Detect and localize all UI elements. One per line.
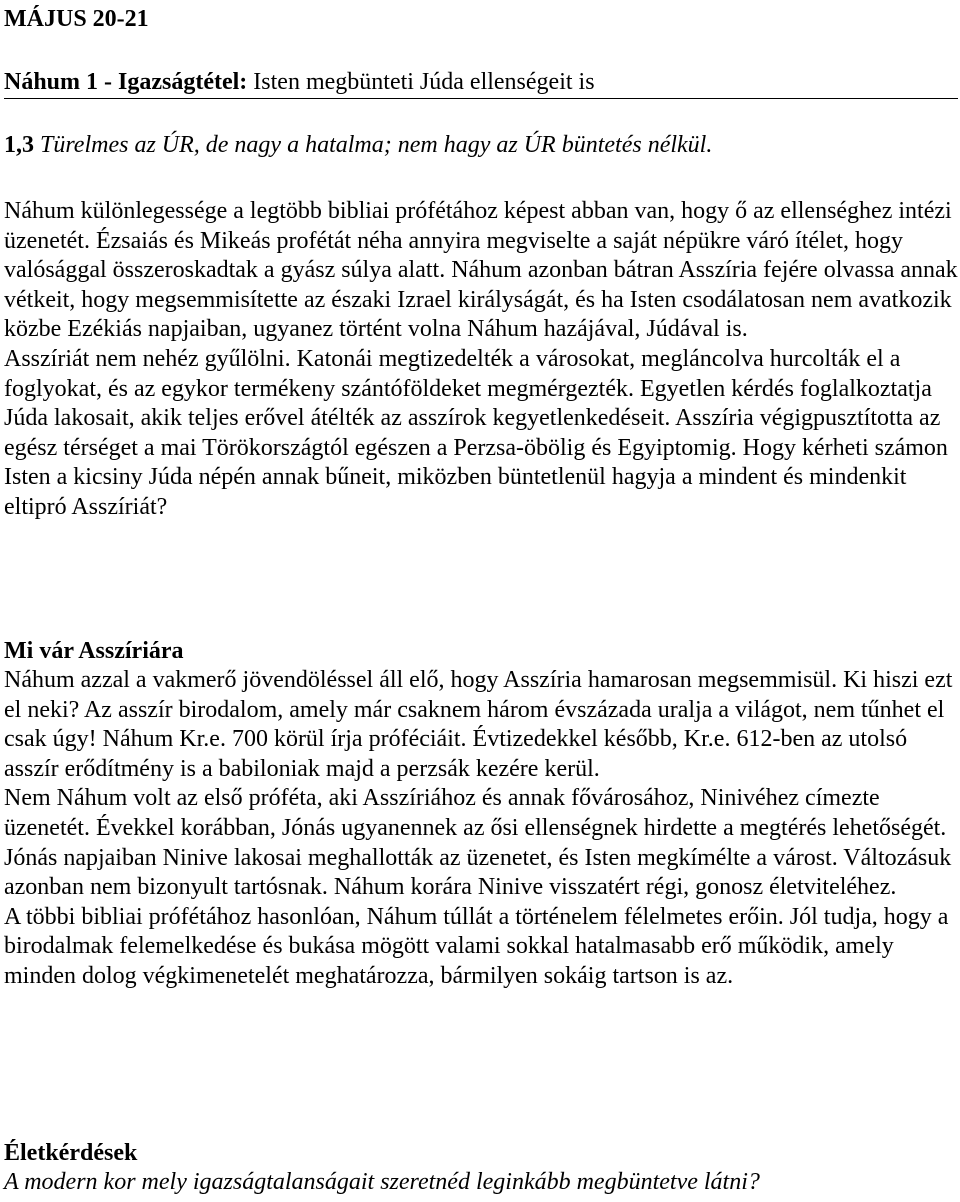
verse-reference: 1,3 xyxy=(4,132,34,158)
section2-body xyxy=(4,666,958,992)
intro-body xyxy=(4,197,958,523)
section2-heading: Mi vár Asszíriára xyxy=(4,638,184,664)
section2-paragraph-1: Náhum azzal a vakmerő jövendöléssel áll elő, hogy Asszíria hamarosan megsemmisül. Ki hiszi ezt el neki? Az asszír birodalom, amely már csaknem három évszázada uralja a világot, nem tűnhet el csak úgy! Náhum Kr.e. 700 körül írja próféciáit. Évtizedekkel később, Kr.e. 612-ben az utolsó asszír erődítmény is a babiloniak majd a perzsák kezére kerül. xyxy=(4,667,953,782)
verse-text: Türelmes az ÚR, de nagy a hatalma; nem hagy az ÚR büntetés nélkül. xyxy=(34,132,713,158)
section-title-bold: Náhum 1 - Igazságtétel: xyxy=(4,69,248,95)
intro-paragraph-2: Asszíriát nem nehéz gyűlölni. Katonái megtizedelték a városokat, megláncolva hurcolták el a foglyokat, és az egykor termékeny szántóföldeket megmérgezték. Egyetlen kérdés foglalkoztatja Júda lakosait, akik teljes erővel átélték az asszírok kegyetlenkedéseit. Asszíria végigpusztította az egész térséget a mai Törökországtól egészen a Perzsa-öbölig és Egyiptomig. Hogy kérheti számon Isten a kicsiny Júda népén annak bűneit, miközben büntetlenül hagyja a mindent és mindenkit eltipró Asszíriát? xyxy=(4,345,948,520)
section2-paragraph-2: Nem Náhum volt az első próféta, aki Asszíriához és annak fővárosához, Ninivéhez címezte üzenetét. Évekkel korábban, Jónás ugyanennek az ősi ellenségnek hirdette a megtérés lehetőségét. Jónás napjaiban Ninive lakosai meghallották az üzenetet, és Isten megkímélte a várost. Változásuk azonban nem bizonyult tartósnak. Náhum korára Ninive visszatért régi, gonosz életviteléhez. xyxy=(4,785,952,901)
key-verse xyxy=(4,130,712,160)
section-title xyxy=(4,67,958,99)
date-heading: MÁJUS 20-21 xyxy=(4,6,149,32)
life-question: A modern kor mely igazságtalanságait szeretnéd leginkább megbüntetve látni? xyxy=(4,1169,760,1195)
section2-paragraph-3: A többi bibliai prófétához hasonlóan, Náhum túllát a történelem félelmetes erőin. Jól tudja, hogy a birodalmak felemelkedése és bukása mögött valami sokkal hatalmasabb erő működik, amely minden dolog végkimenetelét meghatározza, bármilyen sokáig tartson is az. xyxy=(4,903,949,989)
section-title-rest: Isten megbünteti Júda ellenségeit is xyxy=(247,69,595,95)
intro-paragraph-1: Náhum különlegessége a legtöbb bibliai prófétához képest abban van, hogy ő az ellenséghez intézi üzenetét. Ézsaiás és Mikeás profétát néha annyira megviselte a saját népükre váró ítélet, hogy valósággal összeroskadtak a gyász súlya alatt. Náhum azonban bátran Asszíria fejére olvassa annak vétkeit, hogy megsemmisítette az északi Izrael királyságát, és ha Isten csodálatosan nem avatkozik közbe Ezékiás napjaiban, ugyanez történt volna Náhum hazájával, Júdával is. xyxy=(4,198,958,343)
life-questions-heading: Életkérdések xyxy=(4,1140,138,1166)
